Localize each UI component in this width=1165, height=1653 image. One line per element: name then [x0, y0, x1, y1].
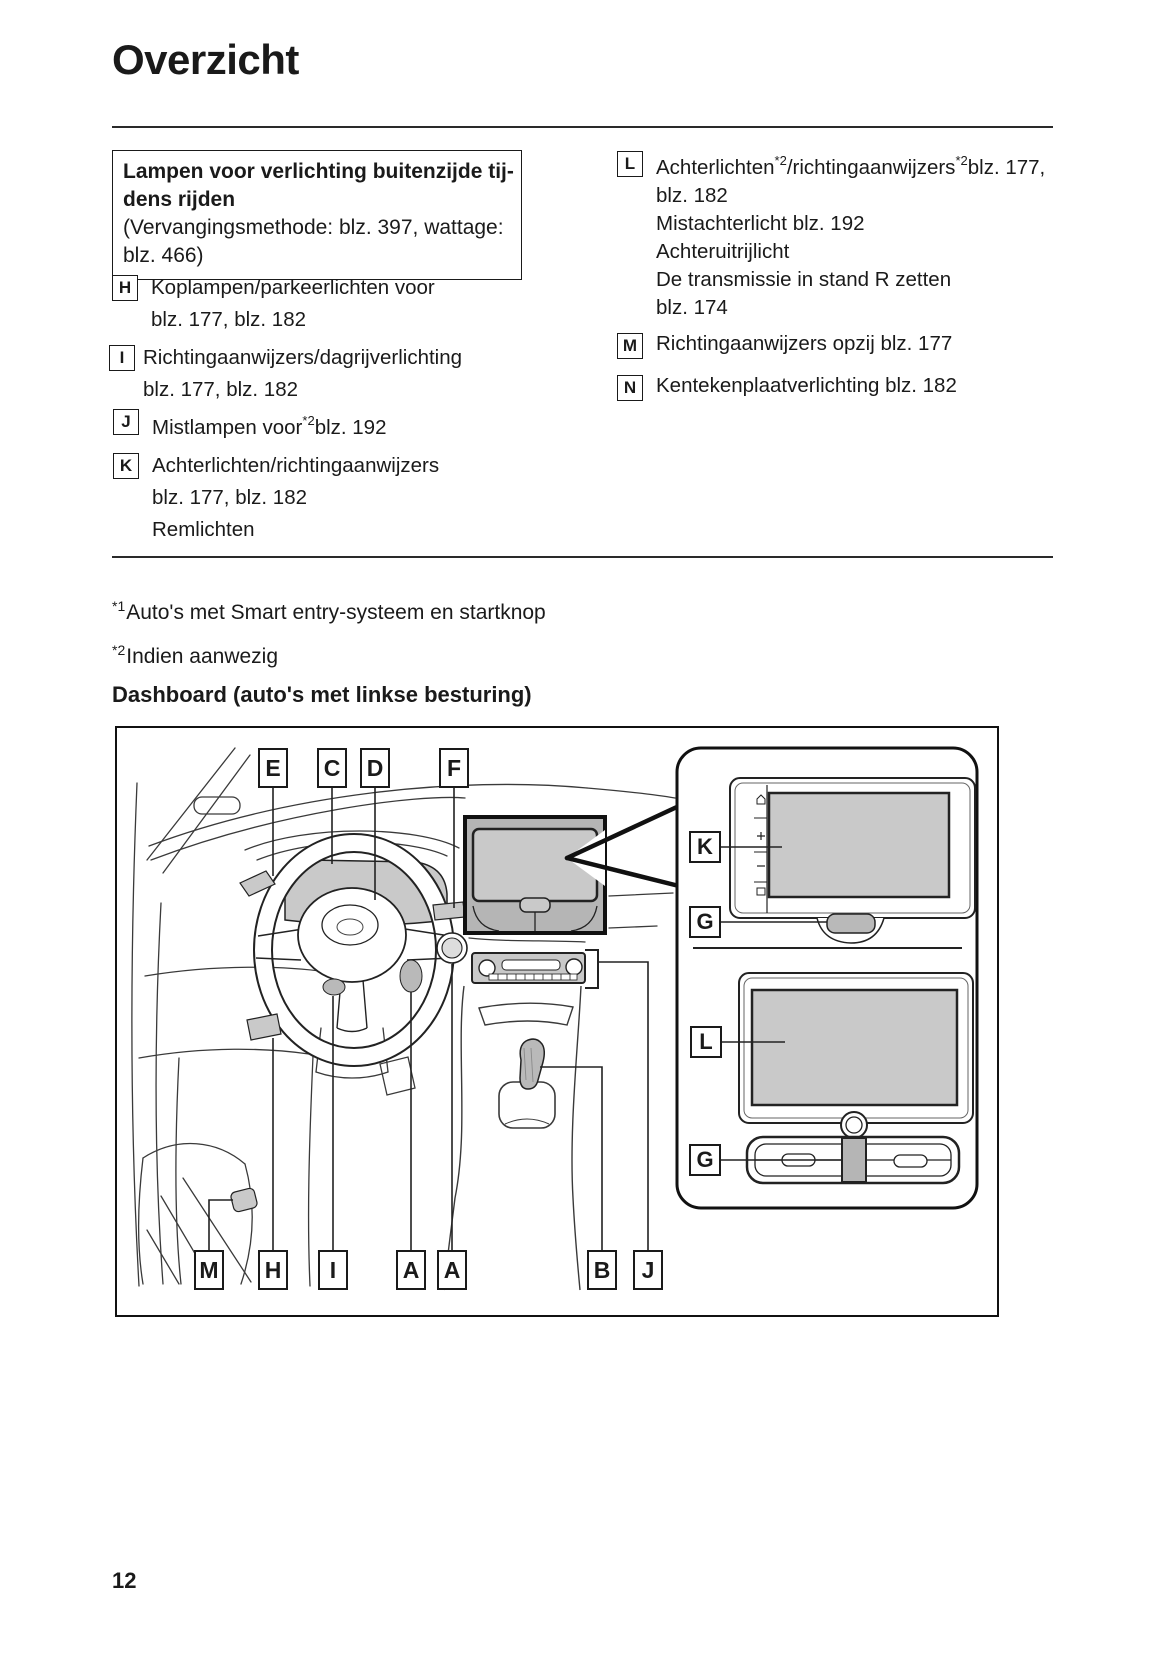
center-display	[465, 817, 605, 933]
callout-label-m: M	[194, 1250, 224, 1290]
legend-item-h	[112, 272, 435, 336]
callout-label-f: F	[439, 748, 469, 788]
info-box-line: blz. 466)	[123, 244, 204, 267]
dashboard-line-art	[117, 728, 997, 1315]
legend-text: Richtingaanwijzers/dagrijverlichting	[143, 346, 463, 369]
legend-item-k	[113, 450, 439, 546]
legend-text: Mistlampen voor$^{*2}$blz. 192	[152, 413, 387, 439]
legend-bottom-divider	[112, 556, 1053, 558]
callout-label-a2: A	[437, 1250, 467, 1290]
legend-letter-box: M	[617, 333, 643, 359]
lower-lever	[230, 1187, 258, 1212]
callout-label-c: C	[317, 748, 347, 788]
callout-label-k: K	[689, 831, 721, 863]
legend-text: De transmissie in stand R zetten	[656, 267, 952, 291]
callout-label-l: L	[690, 1026, 722, 1058]
legend-text: Achterlichten$^{*2}$/richtingaanwijzers$^{*2}$blz. 177,	[656, 153, 1046, 179]
legend-text: Richtingaanwijzers opzij blz. 177	[656, 332, 953, 355]
right-stalk	[433, 902, 465, 920]
callout-label-g2: G	[689, 1144, 721, 1176]
legend-text: blz. 177, blz. 182	[143, 378, 298, 401]
legend-text: Remlichten	[152, 518, 255, 541]
legend-text: blz. 174	[656, 295, 728, 319]
legend-text: Koplampen/parkeerlichten voor	[151, 276, 435, 299]
legend-letter-box: L	[617, 151, 643, 177]
start-button	[437, 933, 467, 963]
gear-shifter	[444, 986, 581, 1290]
legend-text: Achteruitrijlicht	[656, 239, 790, 263]
legend-text: Achterlichten/richtingaanwijzers	[152, 454, 440, 477]
lamp-info-box	[112, 150, 522, 280]
legend-item-l	[617, 148, 1045, 322]
legend-text: blz. 177, blz. 182	[151, 308, 306, 331]
legend-letter-box: K	[113, 453, 139, 479]
section-heading: Dashboard (auto's met linkse besturing)	[112, 682, 532, 707]
legend-item-n	[617, 372, 957, 401]
page-title: Overzicht	[112, 36, 299, 83]
wheel-switch-left	[323, 979, 345, 995]
multimedia-display	[730, 778, 975, 918]
legend-text: Mistachterlicht blz. 192	[656, 211, 865, 235]
legend-text: Kentekenplaatverlichting blz. 182	[656, 374, 957, 397]
legend-text: blz. 177, blz. 182	[152, 486, 307, 509]
rear-display	[739, 973, 973, 1123]
wheel-switch-right	[400, 960, 422, 992]
enlarged-panel	[677, 748, 977, 1208]
legend-letter-box: H	[112, 275, 138, 301]
callout-label-d: D	[360, 748, 390, 788]
top-divider	[112, 126, 1053, 128]
info-box-line: Lampen voor verlichting buitenzijde tij-	[123, 160, 514, 183]
page-number: 12	[112, 1568, 137, 1593]
dashboard-diagram	[115, 726, 999, 1317]
dash-switch	[247, 1014, 281, 1040]
callout-label-e: E	[258, 748, 288, 788]
info-box-line: (Vervangingsmethode: blz. 397, wattage:	[123, 216, 504, 239]
legend-item-i	[109, 342, 462, 406]
info-box-line: dens rijden	[123, 188, 236, 211]
footnote-2: $^{*2}$Indien aanwezig	[112, 642, 279, 668]
control-knob	[841, 1112, 867, 1138]
footnote-1: $^{*1}$Auto's met Smart entry-systeem en startknop	[112, 598, 546, 624]
legend-text: blz. 182	[656, 183, 728, 207]
legend-item-m	[617, 330, 952, 359]
legend-letter-box: J	[113, 409, 139, 435]
callout-label-i: I	[318, 1250, 348, 1290]
callout-label-b: B	[587, 1250, 617, 1290]
callout-label-h: H	[258, 1250, 288, 1290]
callout-label-j: J	[633, 1250, 663, 1290]
callout-label-g1: G	[689, 906, 721, 938]
legend-item-j	[113, 406, 387, 444]
climate-controls	[472, 950, 598, 988]
legend-letter-box: N	[617, 375, 643, 401]
legend-letter-box: I	[109, 345, 135, 371]
callout-label-a1: A	[396, 1250, 426, 1290]
